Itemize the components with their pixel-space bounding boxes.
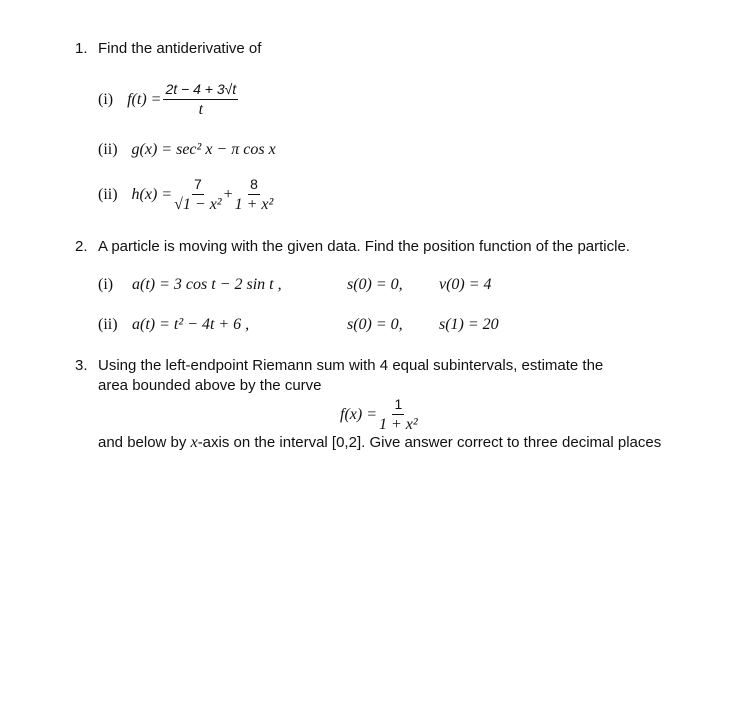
q3-line-3-end: -axis on the interval [0,2]. Give answer correct to three decimal places bbox=[197, 434, 662, 451]
q1-item-3-fraction-1 bbox=[174, 175, 221, 214]
q1-item-3-label: (ii) bbox=[98, 185, 118, 203]
q1-number: 1. bbox=[75, 40, 88, 57]
q1-item-3-fraction-2-denominator: 1 + x² bbox=[234, 196, 274, 213]
q1-item-1-label: (i) bbox=[98, 90, 114, 108]
q1-item-3-lhs: h(x) = bbox=[131, 185, 173, 203]
q1-item-1-numerator: 2t − 4 + 3√t bbox=[163, 80, 238, 100]
q2-number: 2. bbox=[75, 238, 88, 255]
q1-item-1-lhs: f(t) = bbox=[127, 90, 162, 108]
q3-number: 3. bbox=[75, 357, 88, 374]
q3-line-3 bbox=[98, 434, 661, 452]
q1-item-1-denominator: t bbox=[198, 101, 204, 118]
q3-function-fraction bbox=[379, 395, 418, 434]
q3-function-denominator: 1 + x² bbox=[379, 416, 418, 433]
q1-item-3-fraction-1-denominator: √1 − x² bbox=[174, 196, 222, 213]
q2-item-2-condition-s0: s(0) = 0, bbox=[347, 316, 403, 333]
q2-item-2-label: (ii) bbox=[98, 316, 118, 333]
q1-item-2 bbox=[98, 141, 276, 159]
q1-item-3-plus: + bbox=[223, 185, 233, 203]
q1-item-3-fraction-1-numerator: 7 bbox=[192, 175, 204, 195]
q2-item-1-condition-v: v(0) = 4 bbox=[439, 276, 492, 293]
q3-line-2: area bounded above by the curve bbox=[98, 377, 322, 394]
q2-item-1-expression: a(t) = 3 cos t − 2 sin t , bbox=[132, 276, 282, 293]
q2-item-1 bbox=[98, 276, 658, 296]
q2-item-2 bbox=[98, 316, 658, 336]
q1-prompt: Find the antiderivative of bbox=[98, 40, 262, 57]
q2-item-1-condition-s: s(0) = 0, bbox=[347, 276, 403, 293]
q3-line-3-variable: x bbox=[190, 434, 198, 451]
q1-item-3-fraction-2 bbox=[235, 175, 274, 214]
q3-function-lhs: f(x) = bbox=[340, 405, 377, 423]
q2-item-2-expression: a(t) = t² − 4t + 6 , bbox=[132, 316, 250, 333]
q1-item-2-expression: g(x) = sec² x − π cos x bbox=[131, 141, 276, 158]
q3-function bbox=[340, 395, 420, 434]
q2-item-2-condition-s1: s(1) = 20 bbox=[439, 316, 499, 333]
q1-item-1-fraction bbox=[163, 80, 238, 119]
q3-function-numerator: 1 bbox=[392, 395, 404, 415]
q1-item-3 bbox=[98, 175, 275, 214]
q2-prompt: A particle is moving with the given data. Find the position function of the particle. bbox=[98, 238, 630, 255]
q1-item-1 bbox=[98, 80, 240, 119]
q2-item-1-label: (i) bbox=[98, 276, 114, 293]
q3-line-3-start: and below by bbox=[98, 434, 191, 451]
q3-line-1: Using the left-endpoint Riemann sum with 4 equal subintervals, estimate the bbox=[98, 357, 604, 374]
q1-item-2-label: (ii) bbox=[98, 141, 118, 158]
q1-item-3-fraction-2-numerator: 8 bbox=[248, 175, 260, 195]
